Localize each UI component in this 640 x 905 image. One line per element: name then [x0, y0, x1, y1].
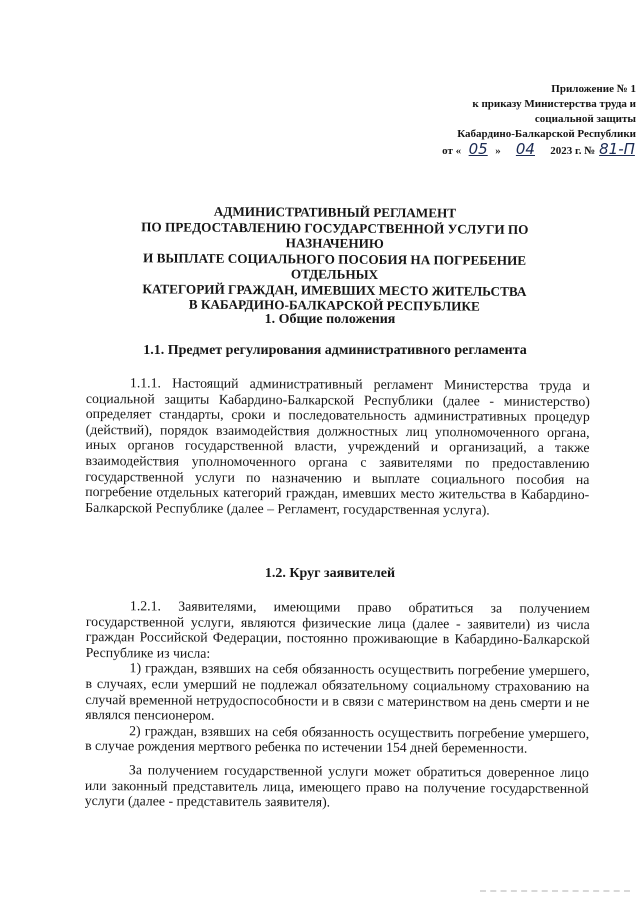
paragraph-text: 1.1.1. Настоящий административный регламент Министерства труда и социальной защиты Кабардино-Балкарской Республики (далее - министерство) определяет стандарты, сроки и последовательность административных процедур (действий), порядок взаимодействия должностных лиц уполномоченного органа, иных органов государственной власти, учреждений и организаций, а также взаимодействия уполномоченного органа с заявителями по предоставлению государственной услуги по назначению и выплате социального пособия на погребение отдельных категорий граждан, имевших место жительства в Кабардино-Балкарской Республике (далее – Регламент, государственная услуга).	[85, 375, 590, 518]
date-year: 2023 г. №	[550, 145, 596, 157]
scan-artifact	[480, 890, 630, 898]
handwritten-day: 05	[468, 140, 488, 158]
title-line: ПО ПРЕДОСТАВЛЕНИЮ ГОСУДАРСТВЕННОЙ УСЛУГИ ПО НАЗНАЧЕНИЮ	[141, 218, 529, 251]
list-item-1: 1) граждан, взявших на себя обязанность осуществить погребение умершего, в случаях, если умерший не подлежал обязательному социальному страхованию на случай временной нетрудоспособности и в связи с материнством на день смерти и не являлся пенсионером.	[85, 660, 590, 723]
title-line: КАТЕГОРИЙ ГРАЖДАН, ИМЕВШИХ МЕСТО ЖИТЕЛЬСТВА	[142, 280, 527, 299]
subsection-heading-applicants: 1.2. Круг заявителей	[264, 566, 396, 581]
appendix-block	[400, 82, 636, 159]
appendix-date-line	[400, 142, 636, 159]
title-line: АДМИНИСТРАТИВНЫЙ РЕГЛАМЕНТ	[213, 203, 457, 221]
paragraph-representative: За получением государственной услуги может обратиться доверенное лицо или законный представитель лица, имеющего право на получение государственной услуги (далее - представитель заявителя).	[84, 762, 589, 810]
paragraph-1-2-1: 1.2.1. Заявителями, имеющими право обратиться за получением государственной услуги, являются физические лица (далее - заявители) из числа граждан Российской Федерации, постоянно проживающие в Кабардино-Балкарской Республике из числа:	[85, 598, 590, 661]
appendix-ministry: социальной защиты	[534, 113, 636, 125]
paragraph-1-1-1	[85, 375, 590, 518]
section-heading-general: 1. Общие положения	[264, 312, 396, 327]
appendix-number: Приложение № 1	[551, 83, 636, 95]
handwritten-order-number: 81-П	[599, 140, 635, 158]
list-item-2: 2) граждан, взявших на себя обязанность осуществить погребение умершего, в случае рождения мертвого ребенка по истечении 154 дней беременности.	[85, 723, 590, 757]
appendix-order-ref: к приказу Министерства труда и	[472, 98, 636, 110]
document-title	[99, 203, 570, 315]
date-prefix: от «	[442, 145, 462, 157]
date-close: »	[495, 145, 501, 157]
subsection-heading-subject: 1.1. Предмет регулирования административного регламента	[143, 343, 527, 358]
title-line: И ВЫПЛАТЕ СОЦИАЛЬНОГО ПОСОБИЯ НА ПОГРЕБЕНИЕ ОТДЕЛЬНЫХ	[143, 249, 527, 282]
appendix-republic: Кабардино-Балкарской Республики	[457, 128, 636, 140]
handwritten-month: 04	[515, 140, 535, 158]
title-line: В КАБАРДИНО-БАЛКАРСКОЙ РЕСПУБЛИКЕ	[188, 296, 480, 314]
applicants-section	[85, 598, 590, 812]
